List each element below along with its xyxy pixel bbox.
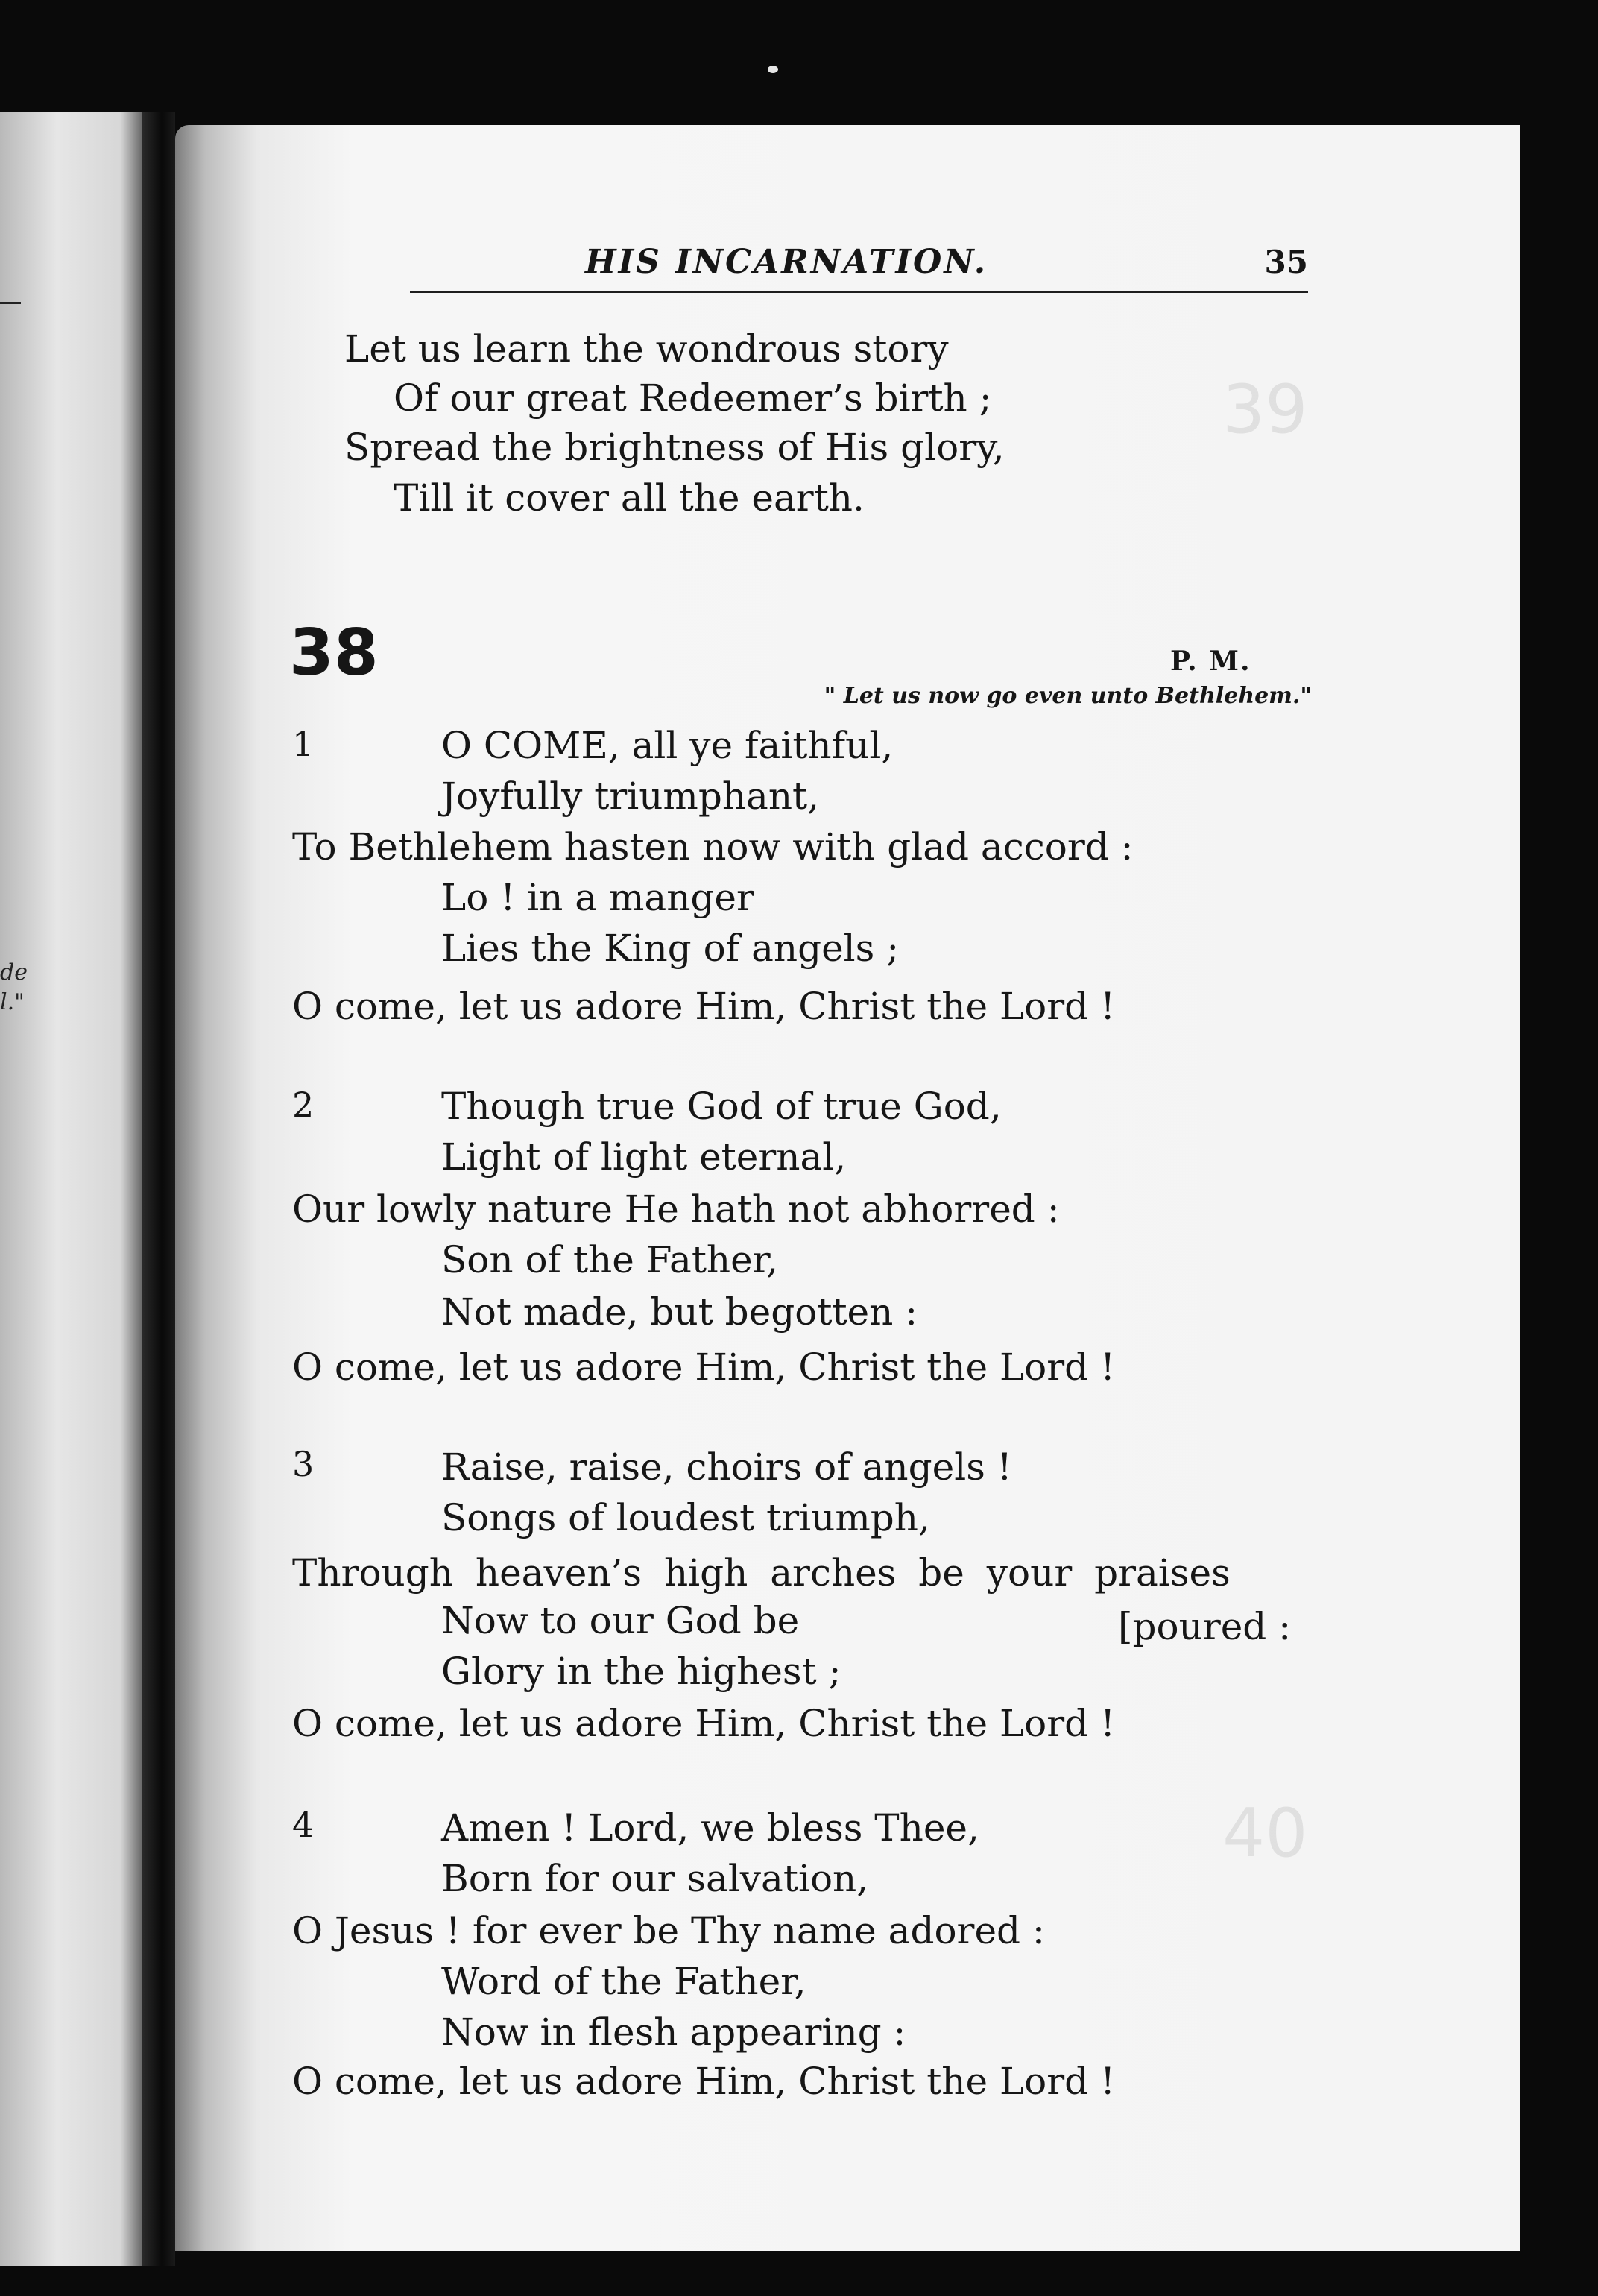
header-rule <box>410 291 1308 293</box>
verse-line: Joyfully triumphant, <box>441 775 820 818</box>
verse-line: Through heaven’s high arches be your praises <box>292 1551 1231 1595</box>
verse-line: Lo ! in a manger <box>441 876 754 919</box>
hymn-number: 38 <box>289 616 379 690</box>
verse-line: Though true God of true God, <box>441 1085 1002 1128</box>
verse-line: O Jesus ! for ever be Thy name adored : <box>292 1909 1045 1952</box>
verse-line: Raise, raise, choirs of angels ! <box>441 1445 1012 1489</box>
verse-line: O COME, all ye faithful, <box>441 724 894 767</box>
verse-number: 2 <box>292 1085 315 1125</box>
verse-line: Son of the Father, <box>441 1238 779 1281</box>
book-gutter <box>142 112 175 2266</box>
refrain-line: O come, let us adore Him, Christ the Lord ! <box>292 2060 1116 2103</box>
page-number: 35 <box>1264 244 1308 280</box>
verse-carryover: [poured : <box>1118 1605 1292 1648</box>
dust-speck <box>768 66 778 73</box>
verse-line: To Bethlehem hasten now with glad accord : <box>292 825 1134 868</box>
verse-line: Born for our salvation, <box>441 1857 869 1900</box>
prev-verse-line: Spread the brightness of His glory, <box>344 426 1005 469</box>
verse-line: Now to our God be <box>441 1599 800 1642</box>
verse-line: Now in flesh appearing : <box>441 2010 906 2054</box>
bleed-through-number: 40 <box>1222 1794 1308 1873</box>
bleed-through-number: 39 <box>1222 370 1308 449</box>
refrain-line: O come, let us adore Him, Christ the Lord ! <box>292 1702 1116 1745</box>
verse-line: Amen ! Lord, we bless Thee, <box>441 1806 979 1849</box>
verse-number: 4 <box>292 1805 315 1845</box>
verse-number: 3 <box>292 1444 315 1484</box>
hymn-meter: P. M. <box>1170 646 1251 677</box>
verse-line: Light of light eternal, <box>441 1135 847 1179</box>
prev-verse-line: Let us learn the wondrous story <box>344 327 949 370</box>
prev-verse-line: Till it cover all the earth. <box>394 476 865 520</box>
verse-line: Our lowly nature He hath not abhorred : <box>292 1188 1060 1231</box>
running-title: HIS INCARNATION. <box>585 243 988 281</box>
left-page-rule <box>0 302 21 304</box>
prev-verse-line: Of our great Redeemer’s birth ; <box>394 376 992 420</box>
left-page-fragment <box>0 958 28 1018</box>
verse-line: Songs of loudest triumph, <box>441 1496 930 1539</box>
verse-line: Not made, but begotten : <box>441 1290 918 1334</box>
left-fragment-line: de <box>0 959 28 985</box>
hymn-epigraph: " Let us now go even unto Bethlehem." <box>824 683 1312 709</box>
verse-line: Glory in the highest ; <box>441 1650 841 1693</box>
verse-line: Lies the King of angels ; <box>441 927 900 970</box>
page-header <box>410 240 1308 300</box>
refrain-line: O come, let us adore Him, Christ the Lord ! <box>292 985 1116 1028</box>
refrain-line: O come, let us adore Him, Christ the Lord ! <box>292 1346 1116 1389</box>
verse-line: Word of the Father, <box>441 1960 806 2003</box>
left-page-edge <box>0 112 142 2266</box>
left-fragment-line: l." <box>0 989 25 1015</box>
verse-number: 1 <box>292 724 315 764</box>
